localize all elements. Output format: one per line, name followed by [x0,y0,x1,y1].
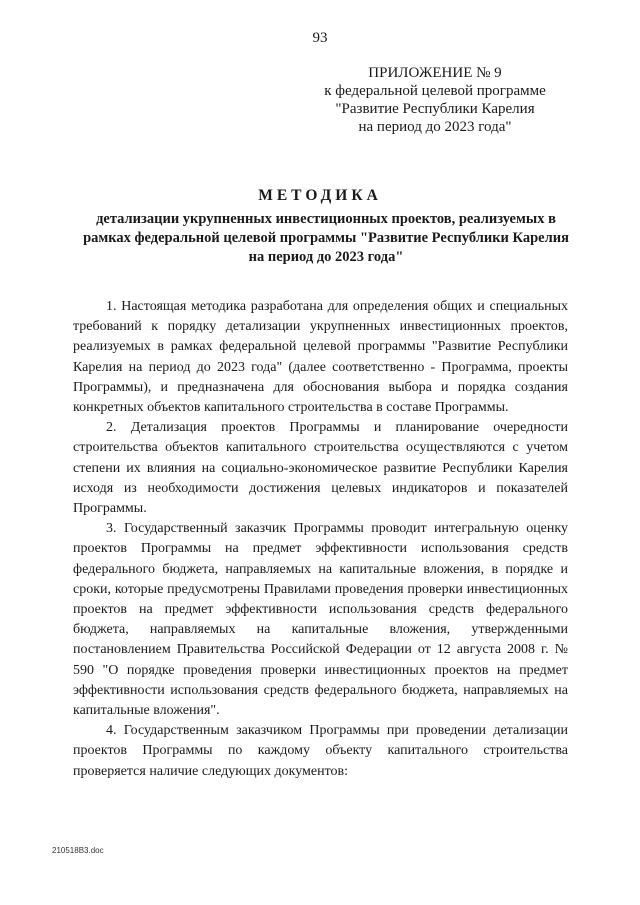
file-footer: 210518В3.doc [52,846,104,855]
paragraph-2: 2. Детализация проектов Программы и планирование очередности строительства объектов капитального строительства осуществляются с учетом степени их влияния на социально-экономическое развитие Республики Карелия исходя из необходимости достижения целевых индикаторов и показателей Программы. [73,420,568,517]
page-number: 93 [312,30,328,46]
paragraph-1: 1. Настоящая методика разработана для определения общих и специальных требований к порядку детализации укрупненных инвестиционных проектов, реализуемых в рамках федеральной целевой программы "Развитие Республики Карелия на период до 2023 года" (далее соответственно - Программа, проекты Программы), и предназначена для обоснования выбора и порядка создания конкретных объектов капитального строительства в составе Программы. [73,299,568,416]
appendix-line-2: к федеральной целевой программе [324,83,546,99]
document-subtitle: детализации укрупненных инвестиционных проектов, реализуемых в рамках федеральной целевой программы "Развитие Республики Карелия на период до 2023 года" [83,211,569,265]
document-body [73,297,568,782]
appendix-line-4: на период до 2023 года" [358,119,512,135]
paragraph-3: 3. Государственный заказчик Программы проводит интегральную оценку проектов Программы на предмет эффективности использования средств федерального бюджета, направляемых на капитальные вложения, в порядке и сроки, которые предусмотрены Правилами проведения проверки инвестиционных проектов на предмет эффективности использования средств федерального бюджета, направляемых на капитальные вложения, утвержденными постановлением Правительства Российской Федерации от 12 августа 2008 г. № 590 "О порядке проведения проверки инвестиционных проектов на предмет эффективности использования средств федерального бюджета, направляемых на капитальные вложения". [73,521,568,719]
document-title: МЕТОДИКА [258,187,382,204]
appendix-header [300,64,570,136]
appendix-line-3: "Развитие Республики Карелия [335,101,535,117]
paragraph-4: 4. Государственным заказчиком Программы при проведении детализации проектов Программы по каждому объекту капитального строительства проверяется наличие следующих документов: [73,723,568,779]
appendix-line-1: ПРИЛОЖЕНИЕ № 9 [368,65,502,81]
